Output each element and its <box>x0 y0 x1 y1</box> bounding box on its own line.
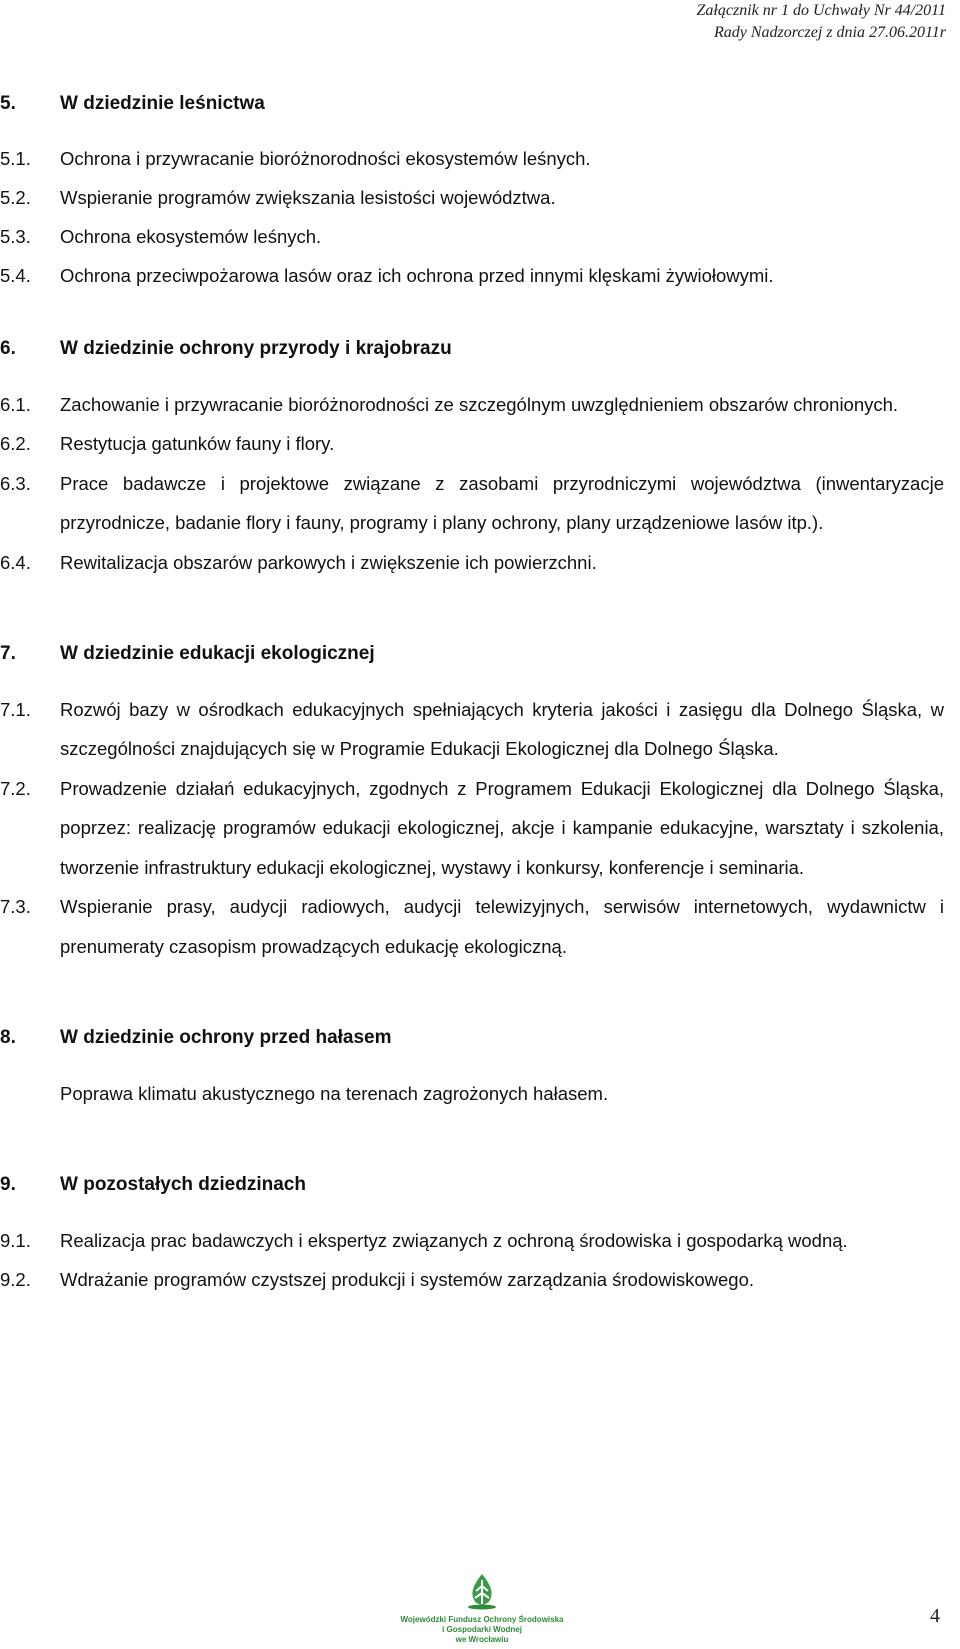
list-item <box>0 424 950 464</box>
item-number: 5.2. <box>0 187 31 208</box>
section-heading <box>0 634 950 674</box>
item-number: 7.3. <box>0 896 31 917</box>
logo-org-name-3: we Wrocławiu <box>455 1635 509 1644</box>
header-attachment-line: Załącznik nr 1 do Uchwały Nr 44/2011 <box>696 2 946 19</box>
section-number: 6. <box>0 338 16 359</box>
section-paragraph <box>0 1074 950 1114</box>
section-6 <box>0 329 950 582</box>
item-number: 5.1. <box>0 148 31 169</box>
item-number: 7.1. <box>0 698 31 720</box>
item-number: 5.3. <box>0 226 31 247</box>
section-heading <box>0 84 950 123</box>
section-heading <box>0 1165 950 1205</box>
list-item <box>0 1221 950 1261</box>
item-text: Ochrona przeciwpożarowa lasów oraz ich ochrona przed innymi klęskami żywiołowymi. <box>60 265 774 286</box>
section-title: W dziedzinie leśnictwa <box>60 93 265 114</box>
section-heading <box>0 1018 950 1058</box>
document-header <box>697 0 946 44</box>
list-item <box>0 217 950 256</box>
section-title: W dziedzinie ochrony przyrody i krajobrazu <box>60 338 452 359</box>
section-heading <box>0 329 950 369</box>
item-text: Ochrona ekosystemów leśnych. <box>60 226 322 247</box>
item-number: 6.3. <box>0 472 31 494</box>
item-number: 9.1. <box>0 1229 31 1251</box>
section-number: 9. <box>0 1174 16 1195</box>
section-number: 5. <box>0 93 16 114</box>
header-resolution-date-line: Rady Nadzorczej z dnia 27.06.2011r <box>714 24 946 41</box>
item-text: Wdrażanie programów czystszej produkcji i systemów zarządzania środowiskowego. <box>60 1269 755 1290</box>
list-item <box>0 887 950 966</box>
tree-drop-icon <box>462 1572 502 1610</box>
item-number: 6.1. <box>0 393 31 415</box>
item-text: Rewitalizacja obszarów parkowych i zwiększenie ich powierzchni. <box>60 551 597 573</box>
section-8 <box>0 1018 950 1113</box>
list-item <box>0 769 950 888</box>
section-title: W dziedzinie ochrony przed hałasem <box>60 1027 392 1048</box>
item-text: Restytucja gatunków fauny i flory. <box>60 433 335 454</box>
item-text: Ochrona i przywracanie bioróżnorodności ekosystemów leśnych. <box>60 148 591 169</box>
list-item <box>0 1260 950 1300</box>
item-text: Zachowanie i przywracanie bioróżnorodności ze szczególnym uwzględnieniem obszarów chronionych. <box>60 393 899 415</box>
section-9 <box>0 1165 950 1300</box>
list-item <box>0 385 950 425</box>
list-item <box>0 543 950 583</box>
item-number: 7.2. <box>0 777 31 799</box>
item-text: Prowadzenie działań edukacyjnych, zgodnych z Programem Edukacji Ekologicznej dla Dolnego Śląska, poprzez: realizację programów edukacji ekologicznej, akcje i kampanie edukacyjne, warsztaty i szkolenia, tworzenie infrastruktury edukacji ekologicznej, wystawy i konkursy, konferencje i seminaria. <box>60 777 944 878</box>
item-text: Realizacja prac badawczych i ekspertyz związanych z ochroną środowiska i gospodarką wodną. <box>60 1229 848 1251</box>
item-number: 9.2. <box>0 1269 31 1290</box>
section-7 <box>0 634 950 966</box>
paragraph-text: Poprawa klimatu akustycznego na terenach zagrożonych hałasem. <box>60 1082 609 1104</box>
list-item <box>0 256 950 295</box>
document-body <box>0 84 950 1300</box>
list-item <box>0 178 950 217</box>
logo-org-name-2: i Gospodarki Wodnej <box>442 1625 522 1634</box>
item-text: Rozwój bazy w ośrodkach edukacyjnych spełniających kryteria jakości i zasięgu dla Dolnego Śląska, w szczególności znajdujących się w Programie Edukacji Ekologicznej dla Dolnego Śląska. <box>60 698 944 759</box>
list-item <box>0 464 950 543</box>
section-title: W dziedzinie edukacji ekologicznej <box>60 643 375 664</box>
section-5 <box>0 84 950 295</box>
item-text: Wspieranie prasy, audycji radiowych, audycji telewizyjnych, serwisów internetowych, wydawnictw i prenumeraty czasopism prowadzących edukację ekologiczną. <box>60 896 944 957</box>
section-number: 7. <box>0 643 16 664</box>
item-number: 6.2. <box>0 433 31 454</box>
section-number: 8. <box>0 1027 16 1048</box>
item-text: Wspieranie programów zwiększania lesistości województwa. <box>60 187 556 208</box>
item-number: 5.4. <box>0 265 31 286</box>
wfosigw-logo <box>392 1572 572 1645</box>
section-title: W pozostałych dziedzinach <box>60 1174 306 1195</box>
item-text: Prace badawcze i projektowe związane z zasobami przyrodniczymi województwa (inwentaryzacje przyrodnicze, badanie flory i fauny, programy i plany ochrony, plany urządzeniowe lasów itp.). <box>60 472 944 533</box>
list-item <box>0 139 950 178</box>
item-number: 6.4. <box>0 551 31 573</box>
page-number: 4 <box>930 1605 940 1627</box>
logo-org-name-1: Wojewódzki Fundusz Ochrony Środowiska <box>400 1615 564 1624</box>
list-item <box>0 690 950 769</box>
